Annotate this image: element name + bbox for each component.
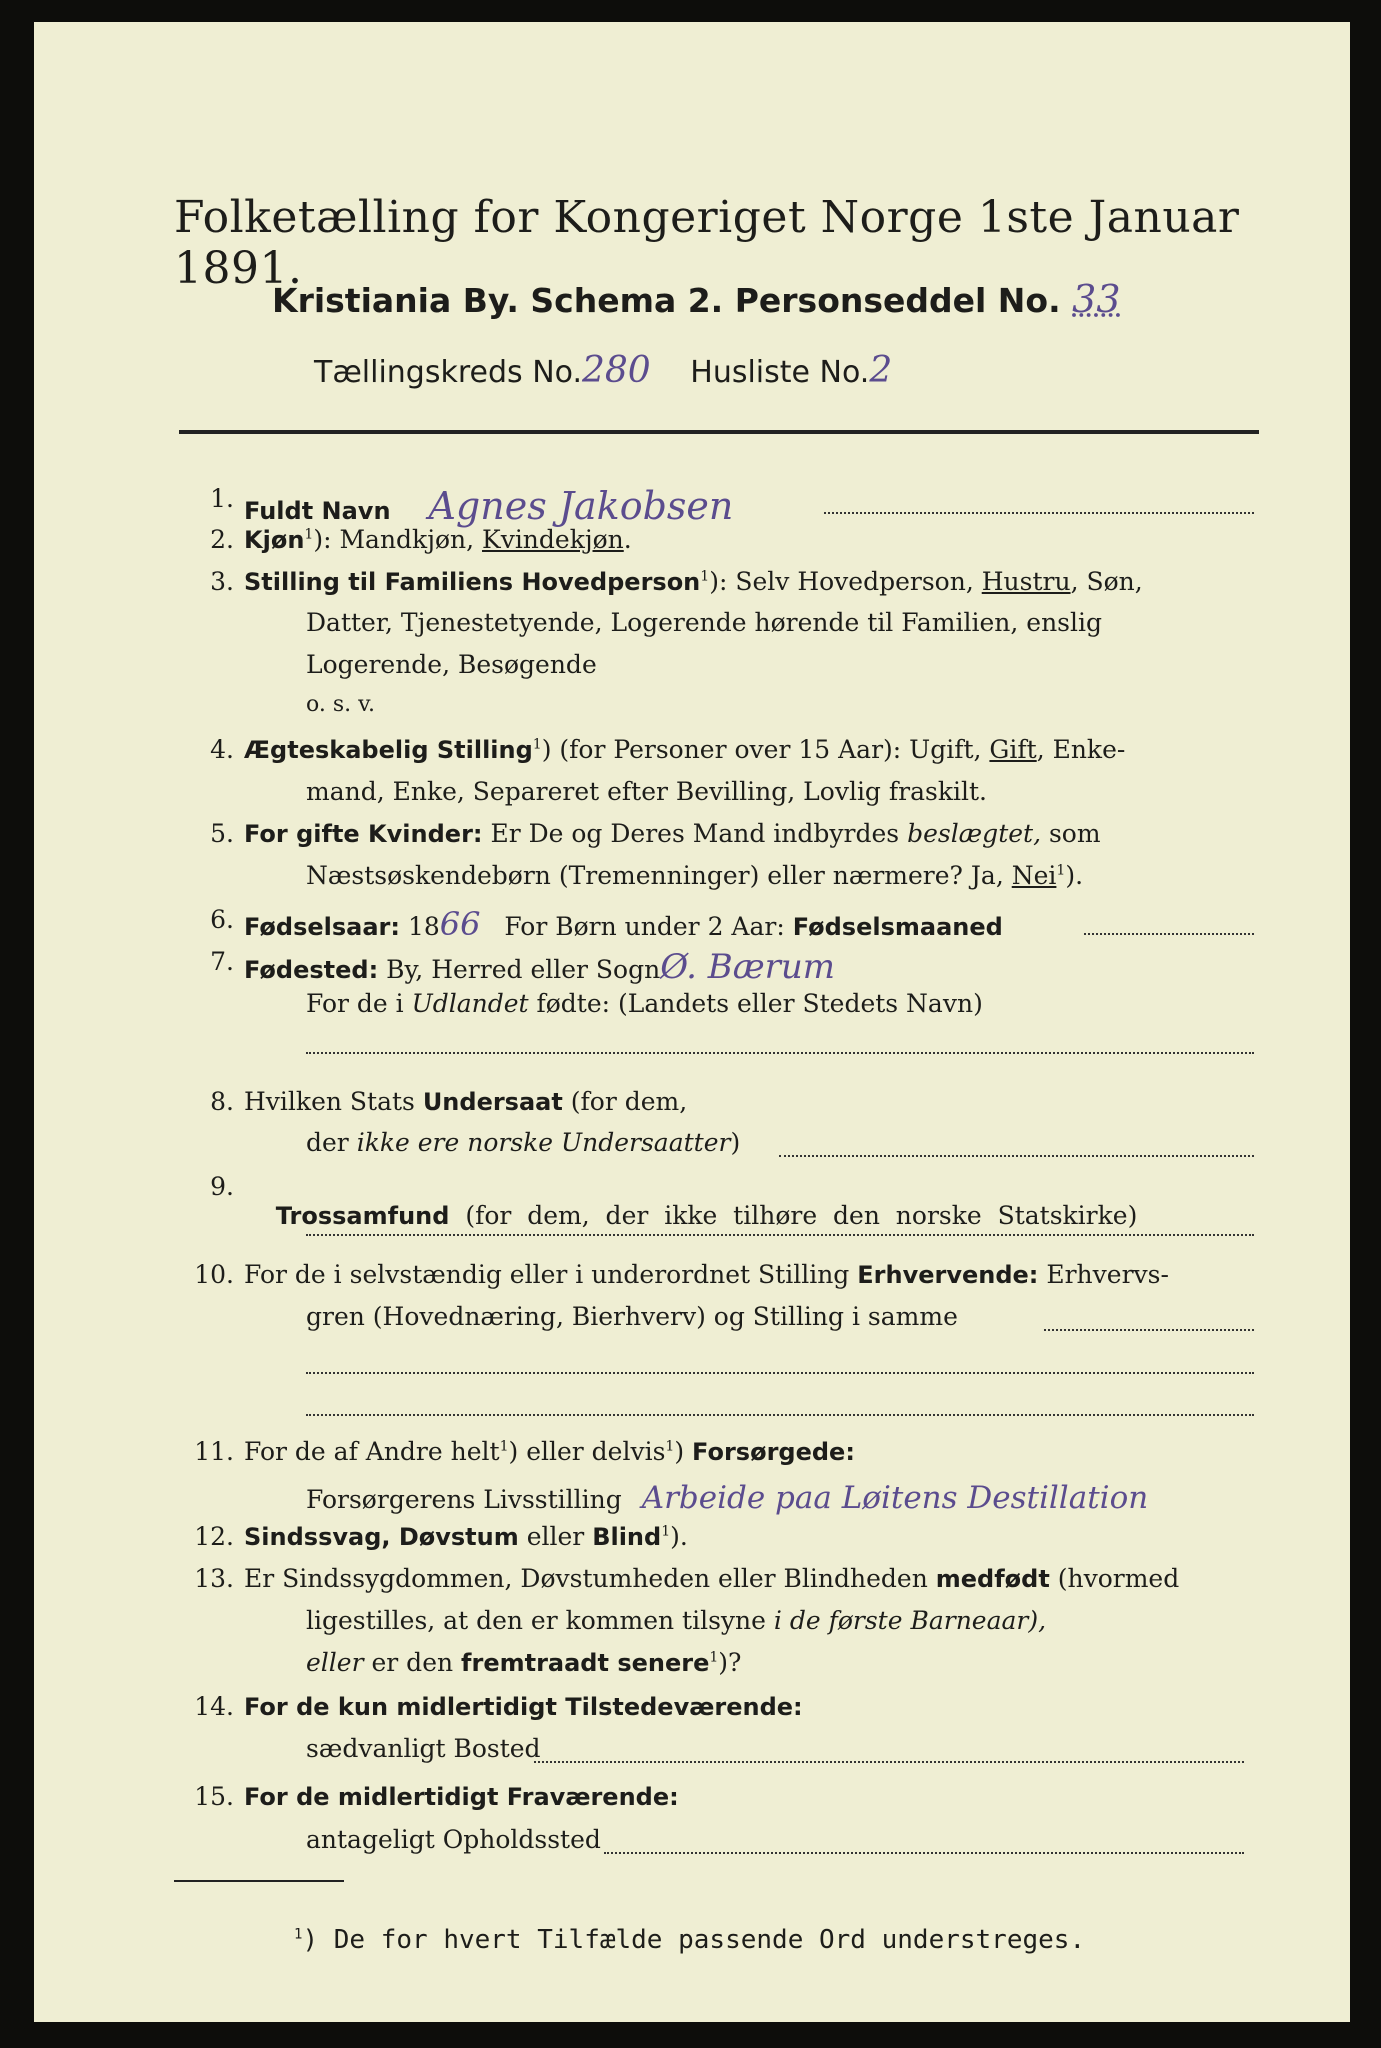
q7-label: Fødested: — [244, 956, 379, 984]
footnote-rule — [174, 1880, 344, 1882]
q10-text-b: Erhvervs- — [1038, 1260, 1169, 1289]
q10-fill-line-3 — [306, 1414, 1254, 1416]
q6-row — [244, 905, 1003, 943]
q5-number: 5. — [210, 819, 234, 848]
q7-answer: Ø. Bærum — [660, 947, 836, 987]
q8-label: Undersaat — [422, 1088, 563, 1116]
q14-label: For de kun midlertidigt Tilstedeværende: — [244, 1693, 803, 1721]
q10-row — [244, 1260, 1169, 1289]
q10-fill-line-1 — [1044, 1329, 1254, 1331]
q13-row — [244, 1564, 1179, 1593]
q3-label: Stilling til Familiens Hovedperson — [244, 568, 701, 596]
q2-number: 2. — [210, 525, 234, 554]
q8-number: 8. — [210, 1087, 234, 1116]
q15-fill-line — [604, 1852, 1244, 1854]
q5-row — [244, 819, 1101, 848]
personseddel-number: 33 — [1072, 277, 1121, 321]
q12-sup: 1 — [661, 1523, 671, 1540]
q9-text-a: (for dem, der ikke tilhøre den norske Statskirke) — [449, 1201, 1138, 1230]
q13-text-b: (hvormed — [1049, 1564, 1180, 1593]
q8-text-b: (for dem, — [562, 1087, 688, 1116]
q1-label: Fuldt Navn — [244, 497, 391, 525]
q12-label: Sindssvag, Døvstum — [244, 1523, 519, 1551]
q14-fill-line — [534, 1761, 1244, 1763]
q4-text-a: ) (for Personer over 15 Aar): Ugift, — [541, 735, 990, 764]
q9-number: 9. — [210, 1172, 234, 1201]
q12-text-a: eller — [518, 1522, 593, 1551]
q11-label: Forsørgede: — [692, 1438, 855, 1466]
q7-line2-b: fødte: (Landets eller Stedets Navn) — [528, 989, 983, 1018]
q5-label: For gifte Kvinder: — [244, 820, 483, 848]
q4-number: 4. — [210, 735, 234, 764]
q12-label2: Blind — [592, 1523, 662, 1551]
q3-line2: Datter, Tjenestetyende, Logerende hørende til Familien, enslig — [306, 608, 1103, 637]
q4-sup: 1 — [532, 736, 542, 753]
q13-line2 — [306, 1606, 1046, 1635]
q8-line2-a: der — [306, 1128, 357, 1157]
q10-number: 10. — [194, 1260, 234, 1289]
q3-text-a: ): Selv Hovedperson, — [709, 567, 982, 596]
q12-row — [244, 1522, 688, 1551]
q13-line3-bold: fremtraadt senere — [461, 1649, 710, 1677]
q6-text-b: For Børn under 2 Aar: — [480, 912, 793, 941]
footnote-sup: 1 — [294, 1926, 303, 1943]
q13-line3 — [306, 1648, 741, 1677]
q3-row — [244, 567, 1143, 596]
q13-line2-italic: i de første Barneaar), — [773, 1606, 1047, 1635]
q11-row — [244, 1437, 855, 1466]
q11-line2-label: Forsørgerens Livsstilling — [306, 1485, 622, 1514]
q2-row — [244, 525, 632, 554]
census-form-page — [34, 22, 1350, 2022]
q6-text-a: 18 — [400, 912, 440, 941]
q14-number: 14. — [194, 1692, 234, 1721]
q11-text-c: ) — [674, 1437, 693, 1466]
q3-line3: Logerende, Besøgende — [306, 650, 597, 679]
q15-row — [244, 1782, 679, 1811]
form-title: Folketælling for Kongeriget Norge 1ste Januar 1891. — [174, 192, 1240, 294]
q3-text-c: , Søn, — [1070, 567, 1143, 596]
district-label: Tællingskreds No. — [314, 355, 582, 390]
q15-number: 15. — [194, 1782, 234, 1811]
q8-row — [244, 1087, 687, 1116]
q2-label: Kjøn — [244, 526, 305, 554]
q15-line2: antageligt Opholdssted — [306, 1825, 601, 1854]
district-number: 280 — [582, 350, 651, 391]
q5-text-c: som — [1041, 819, 1101, 848]
q5-sup: 1 — [1056, 862, 1066, 879]
district-line — [314, 350, 892, 391]
q10-label: Erhvervende: — [857, 1261, 1039, 1289]
q2-text-a: ): Mandkjøn, — [313, 525, 483, 554]
q5-italic: beslægtet, — [907, 819, 1042, 848]
q7-line2-italic: Udlandet — [411, 989, 529, 1018]
q2-underlined-choice: Kvindekjøn — [482, 525, 624, 554]
q7-line2 — [306, 989, 983, 1018]
q6-answer: 66 — [439, 905, 481, 943]
q15-label: For de midlertidigt Fraværende: — [244, 1783, 679, 1811]
q10-text-a: For de i selvstændig eller i underordnet Stilling — [244, 1260, 858, 1289]
q5-line2 — [306, 861, 1083, 890]
q4-line2: mand, Enke, Separeret efter Bevilling, Lovlig fraskilt. — [306, 777, 987, 806]
footnote-text: ) De for hvert Tilfælde passende Ord understreges. — [302, 1925, 1086, 1955]
q7-text-a: By, Herred eller Sogn — [378, 955, 661, 984]
q2-sup: 1 — [304, 526, 314, 543]
q10-line2: gren (Hovednæring, Bierhverv) og Stilling i samme — [306, 1302, 958, 1331]
husliste-number: 2 — [869, 350, 893, 391]
q13-line2-a: ligestilles, at den er kommen tilsyne — [306, 1606, 774, 1635]
q11-sup-b: 1 — [665, 1438, 675, 1455]
q7-row — [244, 947, 835, 987]
q5-text-a: Er De og Deres Mand indbyrdes — [482, 819, 908, 848]
q9-label: Trossamfund — [275, 1202, 450, 1230]
q7-number: 7. — [210, 947, 234, 976]
q13-sup: 1 — [709, 1649, 719, 1666]
q8-text-a: Hvilken Stats — [244, 1087, 423, 1116]
header-rule — [179, 430, 1259, 434]
footnote — [294, 1925, 1085, 1955]
q1-answer: Agnes Jakobsen — [428, 484, 734, 528]
q9-row — [244, 1172, 1137, 1259]
q8-line2-b: ) — [730, 1128, 741, 1157]
q4-text-c: , Enke- — [1036, 735, 1126, 764]
q13-label: medfødt — [935, 1565, 1050, 1593]
q2-text-c: . — [623, 525, 632, 554]
q14-row — [244, 1692, 803, 1721]
q6-fill-line — [1084, 933, 1254, 935]
q11-answer: Arbeide paa Løitens Destillation — [641, 1480, 1149, 1516]
q6-number: 6. — [210, 905, 234, 934]
q8-fill-line — [779, 1155, 1254, 1157]
q5-underlined-choice: Nei — [1011, 861, 1057, 890]
q3-sup: 1 — [700, 568, 710, 585]
q3-line4: o. s. v. — [306, 692, 375, 717]
q8-line2-italic: ikke ere norske Undersaatter — [356, 1128, 731, 1157]
q12-text-b: ). — [670, 1522, 688, 1551]
q5-line2-a: Næstsøskendebørn (Tremenninger) eller nærmere? Ja, — [306, 861, 1012, 890]
q14-line2: sædvanligt Bosted — [306, 1734, 541, 1763]
q11-number: 11. — [194, 1437, 234, 1466]
q11-sup-a: 1 — [499, 1438, 509, 1455]
q13-line3-c: )? — [718, 1648, 742, 1677]
q6-label: Fødselsaar: — [244, 913, 400, 941]
q3-underlined-choice: Hustru — [981, 567, 1071, 596]
q13-text-a: Er Sindssygdommen, Døvstumheden eller Blindheden — [244, 1564, 936, 1593]
q4-label: Ægteskabelig Stilling — [244, 736, 533, 764]
q13-line3-a: er den — [363, 1648, 462, 1677]
q7-line2-a: For de i — [306, 989, 412, 1018]
q10-fill-line-2 — [306, 1372, 1254, 1374]
q1-number: 1. — [210, 484, 234, 513]
q1-row — [244, 484, 733, 528]
q7-fill-line — [306, 1052, 1254, 1054]
q11-line2 — [306, 1480, 1148, 1516]
q8-line2 — [306, 1128, 740, 1157]
schema-line — [272, 277, 1121, 321]
q4-underlined-choice: Gift — [989, 735, 1037, 764]
q11-text-a: For de af Andre helt — [244, 1437, 500, 1466]
q13-number: 13. — [194, 1564, 234, 1593]
q13-line3-italic: eller — [306, 1648, 364, 1677]
q1-fill-line — [824, 512, 1254, 514]
q4-row — [244, 735, 1125, 764]
husliste-label: Husliste No. — [690, 355, 870, 390]
schema-line-prefix: Kristiania By. Schema 2. Personseddel No. — [272, 281, 1061, 320]
q9-fill-line — [306, 1234, 1254, 1236]
q6-label2: Fødselsmaaned — [792, 913, 1003, 941]
q5-line2-c: ). — [1065, 861, 1084, 890]
q12-number: 12. — [194, 1522, 234, 1551]
q3-number: 3. — [210, 567, 234, 596]
q11-text-b: ) eller delvis — [508, 1437, 666, 1466]
